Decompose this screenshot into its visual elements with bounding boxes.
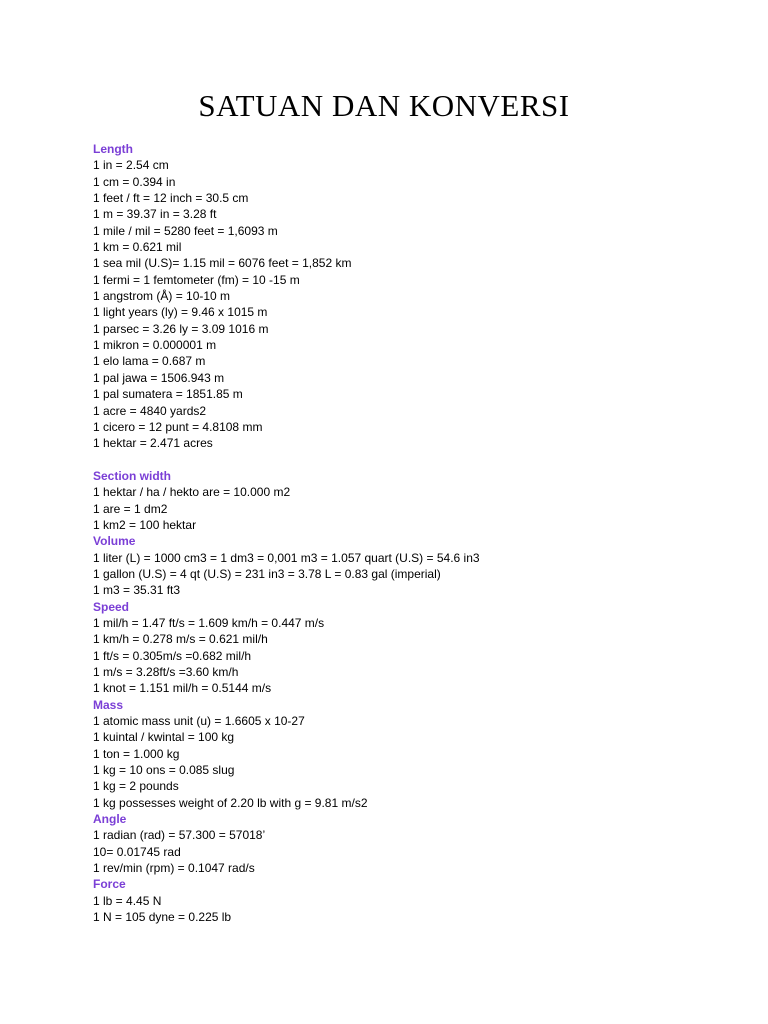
document-body [93, 141, 733, 926]
conversion-line: 1 cicero = 12 punt = 4.8108 mm [93, 419, 263, 434]
conversion-line: 1 gallon (U.S) = 4 qt (U.S) = 231 in3 = 3.78 L = 0.83 gal (imperial) [93, 566, 441, 581]
section-heading: Angle [93, 812, 127, 827]
conversion-line: 1 liter (L) = 1000 cm3 = 1 dm3 = 0,001 m3 = 1.057 quart (U.S) = 54.6 in3 [93, 550, 480, 565]
section-force [93, 876, 733, 925]
conversion-line: 1 km2 = 100 hektar [93, 517, 197, 532]
section-angle [93, 811, 733, 876]
conversion-line: 1 km = 0.621 mil [93, 240, 182, 255]
conversion-line: 1 acre = 4840 yards2 [93, 403, 207, 418]
conversion-line: 1 N = 105 dyne = 0.225 lb [93, 910, 232, 925]
conversion-line: 1 mil/h = 1.47 ft/s = 1.609 km/h = 0.447 m/s [93, 615, 325, 630]
conversion-line: 1 parsec = 3.26 ly = 3.09 1016 m [93, 321, 269, 336]
conversion-line: 1 angstrom (Å) = 10-10 m [93, 289, 231, 304]
conversion-line: 1 ton = 1.000 kg [93, 746, 180, 761]
conversion-line: 1 cm = 0.394 in [93, 174, 176, 189]
conversion-line: 1 pal jawa = 1506.943 m [93, 370, 225, 385]
conversion-line: 1 m = 39.37 in = 3.28 ft [93, 207, 217, 222]
conversion-line: 1 rev/min (rpm) = 0.1047 rad/s [93, 861, 255, 876]
section-heading: Mass [93, 697, 124, 712]
conversion-line: 1 ft/s = 0.305m/s =0.682 mil/h [93, 648, 252, 663]
conversion-line: 1 elo lama = 0.687 m [93, 354, 206, 369]
section-heading: Length [93, 142, 133, 156]
conversion-line: 1 lb = 4.45 N [93, 893, 162, 908]
section-speed [93, 599, 733, 697]
conversion-line: 1 hektar / ha / hekto are = 10.000 m2 [93, 485, 291, 500]
section-length [93, 141, 733, 452]
conversion-line: 1 kg = 2 pounds [93, 779, 179, 794]
section-mass [93, 697, 733, 811]
section-heading: Volume [93, 534, 136, 549]
page-title: SATUAN DAN KONVERSI [198, 88, 570, 123]
section-heading: Section width [93, 468, 171, 483]
conversion-line: 1 m3 = 35.31 ft3 [93, 583, 181, 598]
section-heading: Force [93, 877, 126, 892]
conversion-line: 1 mikron = 0.000001 m [93, 338, 217, 353]
conversion-line: 1 atomic mass unit (u) = 1.6605 x 10-27 [93, 714, 305, 729]
conversion-line: 1 knot = 1.151 mil/h = 0.5144 m/s [93, 681, 272, 696]
conversion-line: 1 kg possesses weight of 2.20 lb with g = 9.81 m/s2 [93, 795, 368, 810]
conversion-line: 1 in = 2.54 cm [93, 158, 169, 173]
conversion-line: 1 hektar = 2.471 acres [93, 436, 213, 451]
section-volume [93, 533, 733, 598]
conversion-line: 1 kuintal / kwintal = 100 kg [93, 730, 235, 745]
conversion-line: 1 m/s = 3.28ft/s =3.60 km/h [93, 665, 239, 679]
conversion-line: 1 mile / mil = 5280 feet = 1,6093 m [93, 223, 278, 238]
conversion-line: 1 light years (ly) = 9.46 x 1015 m [93, 305, 268, 320]
conversion-line: 1 sea mil (U.S)= 1.15 mil = 6076 feet = 1,852 km [93, 256, 352, 271]
conversion-line: 1 pal sumatera = 1851.85 m [93, 387, 243, 402]
section-heading: Speed [93, 599, 130, 614]
conversion-line: 1 kg = 10 ons = 0.085 slug [93, 763, 235, 778]
conversion-line: 10= 0.01745 rad [93, 844, 181, 859]
conversion-line: 1 are = 1 dm2 [93, 501, 168, 516]
conversion-line: 1 fermi = 1 femtometer (fm) = 10 -15 m [93, 272, 300, 287]
conversion-line: 1 feet / ft = 12 inch = 30.5 cm [93, 191, 249, 206]
conversion-line: 1 km/h = 0.278 m/s = 0.621 mil/h [93, 632, 268, 647]
section-section-width [93, 468, 733, 533]
conversion-line: 1 radian (rad) = 57.300 = 57018’ [93, 828, 266, 843]
